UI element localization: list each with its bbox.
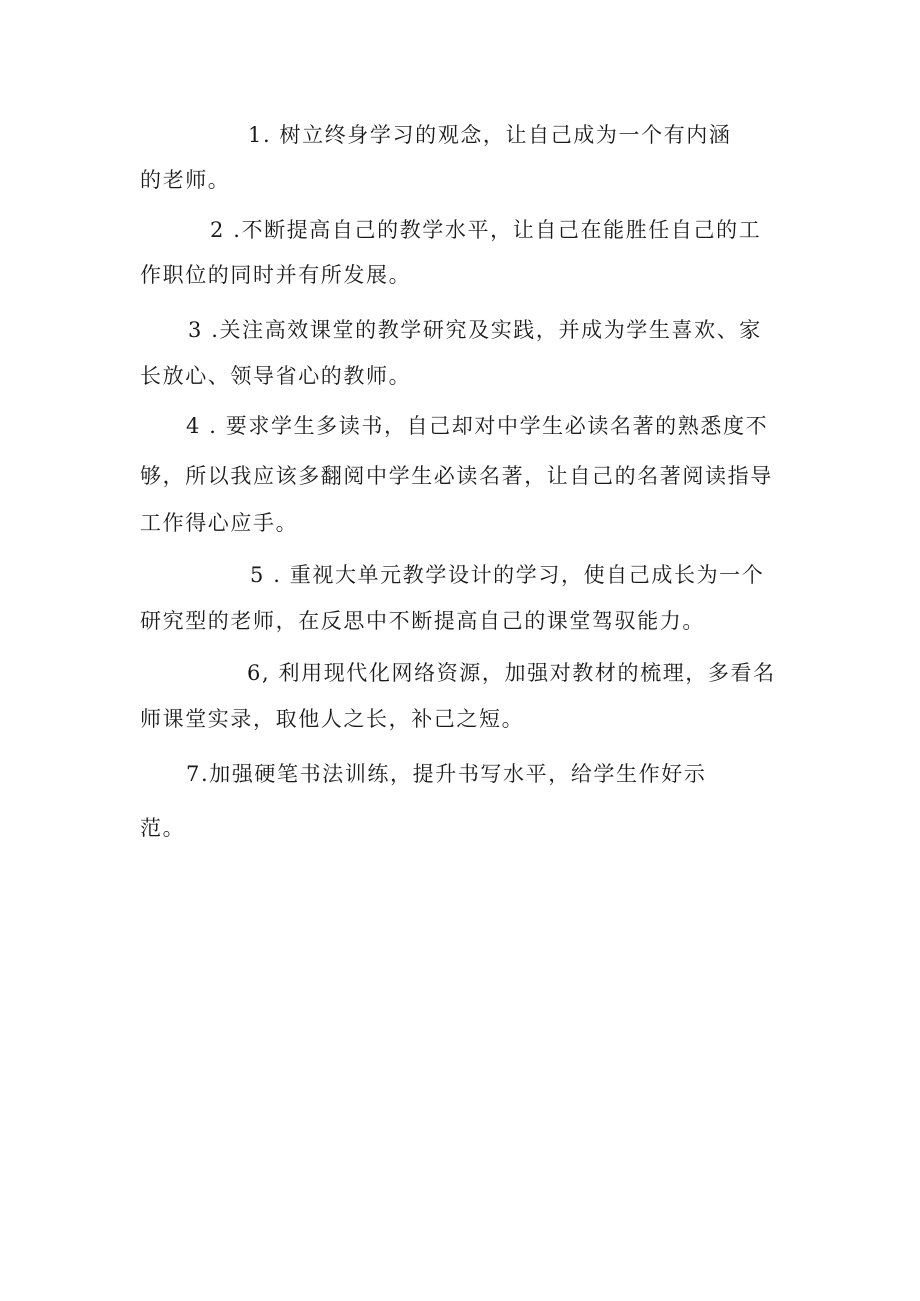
item-5-line-1: 5 . 重视大单元教学设计的学习，使自己成长为一个 (250, 563, 765, 587)
item-6-line-2: 师课堂实录，取他人之长，补己之短。 (140, 707, 525, 731)
item-1-line-1: 1. 树立终身学习的观念，让自己成为一个有内涵 (248, 123, 732, 147)
item-4-line-2: 够，所以我应该多翻阅中学生必读名著，让自己的名著阅读指导 (140, 464, 773, 488)
item-2-line-1: 2 .不断提高自己的教学水平，让自己在能胜任自己的工 (210, 218, 762, 242)
item-3-line-2: 长放心、领导省心的教师。 (140, 364, 412, 388)
item-5-line-2: 研究型的老师，在反思中不断提高自己的课堂驾驭能力。 (140, 609, 705, 633)
item-4-line-3: 工作得心应手。 (140, 511, 299, 535)
item-7-line-2: 范。 (140, 816, 186, 840)
item-1-line-2: 的老师。 (140, 168, 231, 192)
item-4-line-1: 4 . 要求学生多读书，自己却对中学生必读名著的熟悉度不 (186, 414, 769, 438)
item-2-line-2: 作职位的同时并有所发展。 (140, 263, 412, 287)
item-3-line-1: 3 .关注高效课堂的教学研究及实践，并成为学生喜欢、家 (188, 318, 762, 342)
item-7-line-1: 7.加强硬笔书法训练，提升书写水平，给学生作好示 (186, 762, 707, 786)
item-6-line-1: 6, 利用现代化网络资源，加强对教材的梳理，多看名 (247, 661, 776, 685)
